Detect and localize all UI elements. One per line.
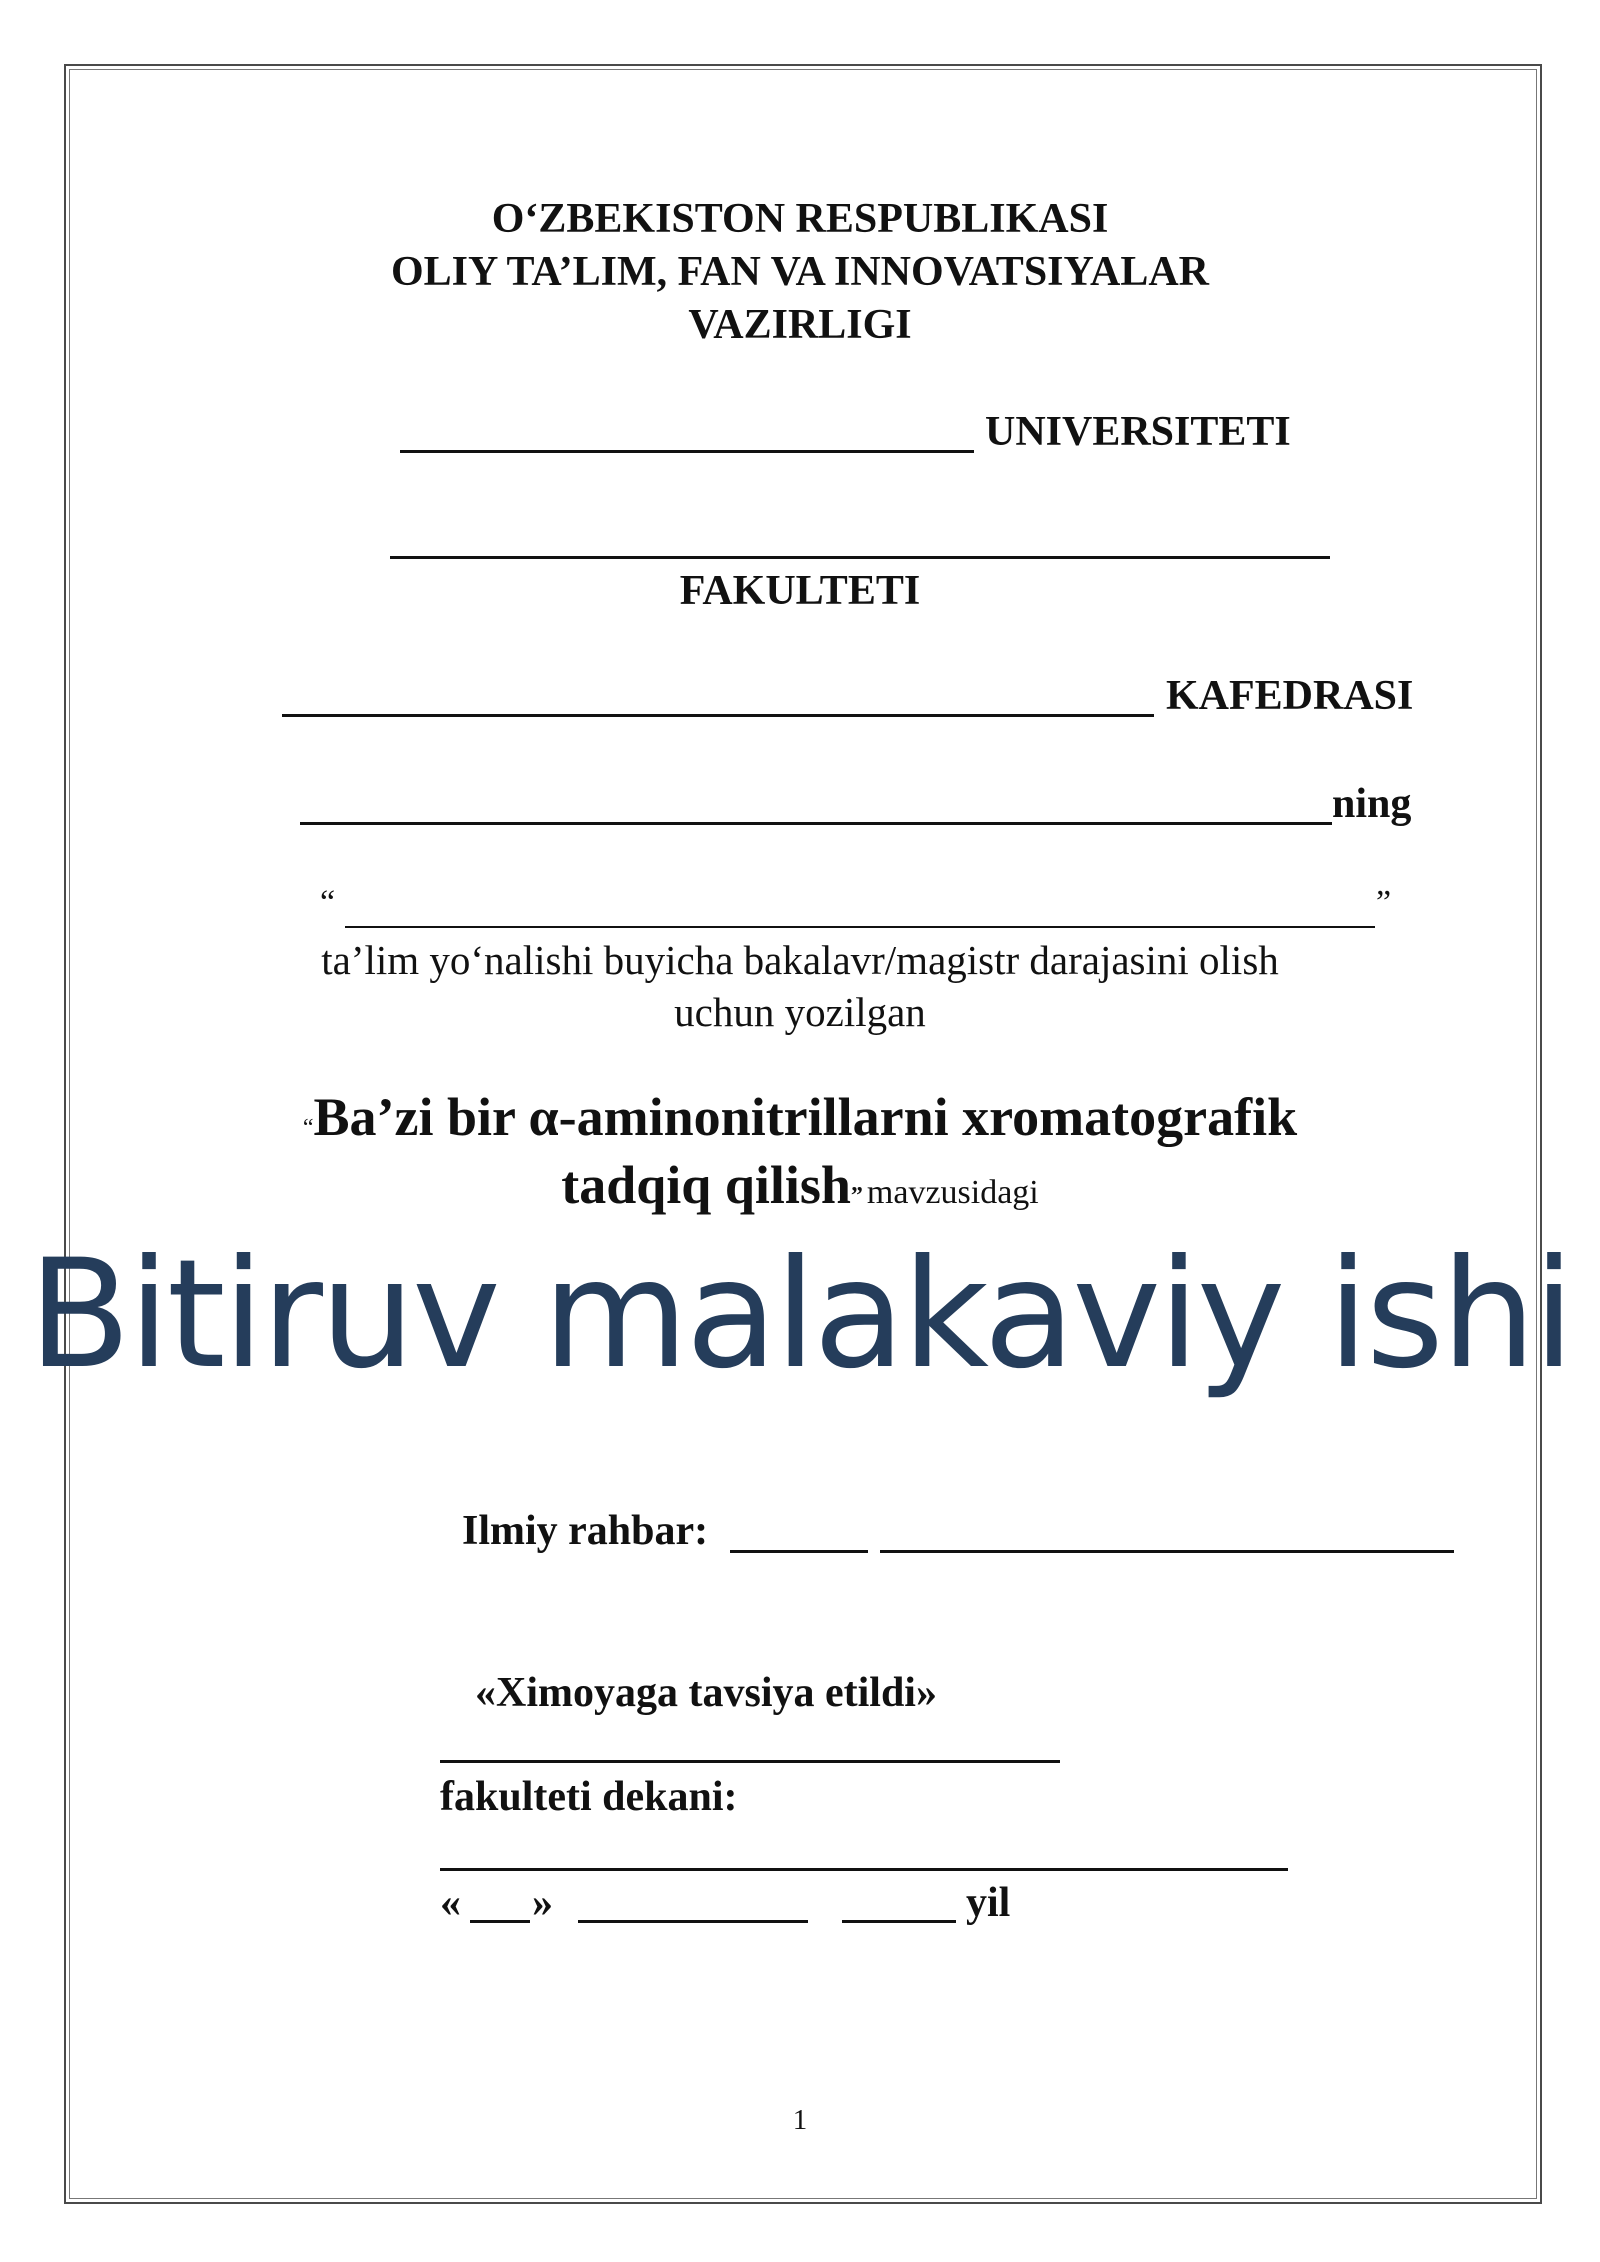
- university-label: UNIVERSITETI: [985, 409, 1291, 455]
- topic-close-quote: ”: [850, 1183, 863, 1209]
- date-open-quote: «: [440, 1880, 461, 1926]
- student-name-blank[interactable]: [300, 822, 1332, 825]
- recommend-text: «Ximoyaga tavsiya etildi»: [475, 1670, 937, 1716]
- dean-name-blank[interactable]: [440, 1868, 1288, 1871]
- direction-name-blank[interactable]: [345, 926, 1375, 928]
- direction-line-2: uchun yozilgan: [674, 989, 926, 1035]
- supervisor-name-blank[interactable]: [880, 1550, 1454, 1553]
- topic-title-part-1: Ba’zi bir α-aminonitrillarni xromatografik: [313, 1087, 1298, 1147]
- topic-open-quote: “: [302, 1115, 314, 1141]
- faculty-name-blank[interactable]: [390, 556, 1330, 559]
- supervisor-title-blank[interactable]: [730, 1550, 868, 1553]
- student-suffix: ning: [1332, 781, 1412, 827]
- dean-label: fakulteti dekani:: [440, 1774, 738, 1820]
- header-line-1: O‘ZBEKISTON RESPUBLIKASI: [491, 196, 1109, 242]
- department-name-blank[interactable]: [282, 714, 1154, 717]
- topic-line-2: [0, 1155, 1600, 1215]
- header-line-2: OLIY TA’LIM, FAN VA INNOVATSIYALAR: [390, 249, 1209, 295]
- header-line-3: VAZIRLIGI: [688, 302, 912, 348]
- faculty-name-blank-2[interactable]: [440, 1760, 1060, 1763]
- date-close-quote: »: [532, 1880, 553, 1926]
- date-month-blank[interactable]: [578, 1920, 808, 1923]
- date-year-blank[interactable]: [842, 1920, 956, 1923]
- date-year-label: yil: [966, 1880, 1011, 1926]
- direction-quote-open: “: [320, 884, 336, 921]
- topic-title-part-2: tadqiq qilish: [561, 1155, 851, 1215]
- supervisor-label: Ilmiy rahbar:: [462, 1508, 709, 1554]
- university-name-blank[interactable]: [400, 450, 974, 453]
- date-day-blank[interactable]: [470, 1920, 530, 1923]
- department-label: KAFEDRASI: [1166, 673, 1414, 719]
- topic-line-1: [0, 1087, 1600, 1147]
- direction-quote-close: ”: [1376, 884, 1392, 921]
- topic-suffix: mavzusidagi: [866, 1174, 1039, 1211]
- page-number: 1: [792, 2104, 808, 2136]
- work-title: Bitiruv malakaviy ishi: [28, 1228, 1572, 1402]
- faculty-label: FAKULTETI: [679, 568, 921, 614]
- direction-line-1: ta’lim yo‘nalishi buyicha bakalavr/magistr darajasini olish: [321, 937, 1279, 983]
